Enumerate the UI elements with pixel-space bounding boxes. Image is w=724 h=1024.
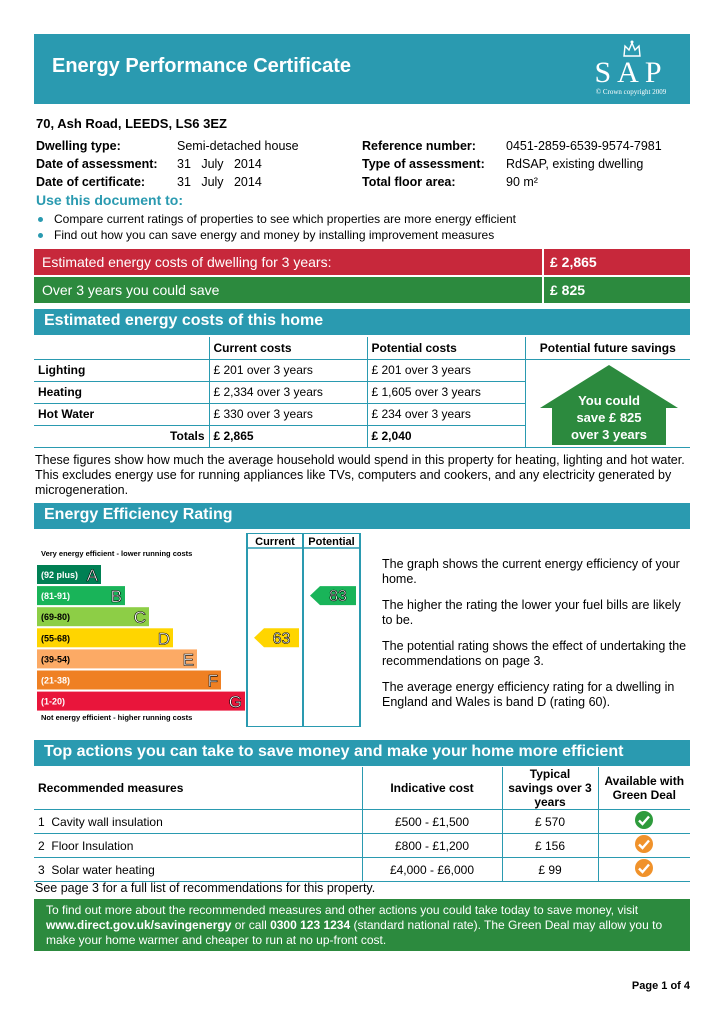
measure-cell [34, 858, 362, 882]
sap-logo-text: SAP [594, 56, 668, 89]
row-label: Heating [38, 385, 83, 399]
could-save-bar [34, 277, 690, 303]
potential-column-header: Potential [308, 536, 355, 548]
totals-label: Totals [170, 429, 205, 443]
measure-number: 2 [38, 838, 45, 853]
totals-potential: £ 2,040 [367, 425, 525, 447]
savings-cell: £ 156 [502, 834, 598, 858]
certificate-date-label: Date of certificate: [36, 175, 146, 189]
recommendations-table [34, 767, 690, 882]
current-column-header: Current [255, 536, 295, 548]
row-current: £ 201 over 3 years [209, 359, 367, 381]
savings-cell: £ 99 [502, 858, 598, 882]
savings-header: Typical savings over 3 years [502, 767, 598, 810]
row-label: Hot Water [38, 407, 95, 421]
check-green-icon [634, 810, 654, 830]
band-letter: D [157, 629, 170, 649]
info-box [34, 899, 690, 951]
green-deal-cell [598, 858, 690, 882]
measure-name: Floor Insulation [51, 838, 134, 853]
green-deal-header: Available with Green Deal [598, 767, 690, 810]
row-current: £ 330 over 3 years [209, 403, 367, 425]
assessment-date-value: 31 July 2014 [177, 157, 262, 171]
page-title: Energy Performance Certificate [52, 55, 352, 77]
potential-costs-header: Potential costs [367, 337, 525, 359]
details-left-labels [36, 137, 158, 191]
savings-arrow-text [550, 392, 668, 443]
divider [542, 249, 544, 275]
efficiency-description [382, 557, 688, 721]
actions-section-title: Top actions you can take to save money and make your home more efficient [44, 743, 624, 760]
use-document-heading: Use this document to: [36, 192, 184, 208]
band-range-label: (81-91) [41, 591, 71, 602]
cost-header: Indicative cost [362, 767, 502, 810]
dwelling-type-value: Semi-detached house [177, 139, 299, 153]
table-row [34, 810, 690, 834]
estimated-costs-label: Estimated energy costs of dwelling for 3 years: [42, 254, 332, 270]
efficiency-text: The higher the rating the lower your fuel bills are likely to be. [382, 598, 681, 627]
details-right-values [506, 137, 662, 191]
assessment-type-value: RdSAP, existing dwelling [506, 157, 644, 171]
row-potential: £ 234 over 3 years [367, 403, 525, 425]
band-letter: A [86, 566, 98, 585]
page-number: Page 1 of 4 [631, 980, 690, 992]
bottom-band-label: Not energy efficient - higher running costs [41, 713, 193, 722]
estimated-costs-bar [34, 249, 690, 275]
savings-cell: £ 570 [502, 810, 598, 834]
info-url-link[interactable]: www.direct.gov.uk/savingenergy [46, 918, 232, 932]
band-letter: G [228, 692, 242, 712]
info-text: To find out more about the recommended measures and other actions you could take today to save money, visit [46, 903, 639, 917]
info-phone: 0300 123 1234 [270, 918, 351, 932]
measure-number: 1 [38, 814, 45, 829]
estimated-costs-value: £ 2,865 [550, 254, 597, 270]
could-save-value: £ 825 [550, 282, 586, 298]
potential-rating-value: 83 [329, 588, 347, 606]
assessment-date-label: Date of assessment: [36, 157, 158, 171]
could-save-label: Over 3 years you could save [42, 282, 220, 298]
measure-number: 3 [38, 862, 45, 877]
savings-arrow [540, 365, 678, 445]
measures-header: Recommended measures [38, 781, 184, 795]
current-costs-header: Current costs [209, 337, 367, 359]
costs-header-blank [34, 337, 209, 359]
band-range-label: (55-68) [41, 633, 71, 644]
details-left-values [177, 137, 299, 191]
details-right-labels [362, 137, 485, 191]
green-deal-cell [598, 834, 690, 858]
costs-section-header [34, 309, 690, 335]
band-range-label: (1-20) [41, 696, 66, 707]
cost-cell: £500 - £1,500 [362, 810, 502, 834]
green-deal-cell [598, 810, 690, 834]
property-address: 70, Ash Road, LEEDS, LS6 3EZ [36, 116, 227, 131]
check-orange-icon [634, 834, 654, 854]
band-range-label: (21-38) [41, 675, 71, 686]
top-band-label: Very energy efficient - lower running costs [41, 549, 193, 558]
band-range-label: (92 plus) [41, 570, 79, 580]
efficiency-text: The average energy efficiency rating for a dwelling in England and Wales is band D (rating 60). [382, 680, 675, 709]
actions-section-header [34, 740, 690, 766]
measure-name: Solar water heating [51, 862, 155, 877]
info-text: or call [231, 918, 271, 932]
band-letter: B [110, 587, 122, 607]
dwelling-type-label: Dwelling type: [36, 139, 121, 153]
use-document-list [38, 211, 516, 243]
floor-area-value: 90 m² [506, 175, 538, 189]
reference-number-label: Reference number: [362, 139, 476, 153]
band-range-label: (69-80) [41, 612, 71, 623]
efficiency-text: The potential rating shows the effect of undertaking the recommendations on page 3. [382, 639, 687, 668]
savings-line: save £ 825 [576, 410, 642, 425]
current-rating-value: 63 [272, 630, 291, 648]
reference-number-value: 0451-2859-6539-9574-7981 [506, 139, 662, 153]
cost-cell: £4,000 - £6,000 [362, 858, 502, 882]
efficiency-section-title: Energy Efficiency Rating [44, 506, 233, 523]
cost-cell: £800 - £1,200 [362, 834, 502, 858]
efficiency-text: The graph shows the current energy efficiency of your home. [382, 557, 680, 586]
row-potential: £ 1,605 over 3 years [367, 381, 525, 403]
measure-cell [34, 810, 362, 834]
band-letter: E [182, 650, 194, 670]
divider [542, 277, 544, 303]
list-item: Find out how you can save energy and money by installing improvement measures [38, 227, 516, 243]
table-row [34, 858, 690, 882]
sap-logo [586, 40, 676, 100]
assessment-type-label: Type of assessment: [362, 157, 485, 171]
table-row [34, 834, 690, 858]
savings-line: You could [578, 393, 640, 408]
future-savings-header: Potential future savings [525, 337, 690, 359]
costs-note: These figures show how much the average household would spend in this property for heating, lighting and hot water. This excludes energy use for running appliances like TVs, computers and cookers, and any electricity generated by microgeneration. [35, 453, 685, 497]
check-orange-icon [634, 858, 654, 878]
floor-area-label: Total floor area: [362, 175, 456, 189]
measure-name: Cavity wall insulation [51, 814, 163, 829]
certificate-date-value: 31 July 2014 [177, 175, 262, 189]
efficiency-section-header [34, 503, 690, 529]
info-text: (standard national rate). The Green Deal may allow you to make your home warmer and cheaper to run at no up-front cost. [46, 918, 663, 947]
row-potential: £ 201 over 3 years [367, 359, 525, 381]
band-letter: C [133, 608, 146, 628]
see-page-note: See page 3 for a full list of recommendations for this property. [35, 881, 376, 895]
row-current: £ 2,334 over 3 years [209, 381, 367, 403]
row-label: Lighting [38, 363, 86, 377]
savings-line: over 3 years [571, 427, 647, 442]
band-range-label: (39-54) [41, 654, 71, 665]
copyright-text: © Crown copyright 2009 [595, 88, 667, 96]
measure-cell [34, 834, 362, 858]
totals-current: £ 2,865 [209, 425, 367, 447]
list-item: Compare current ratings of properties to see which properties are more energy efficient [38, 211, 516, 227]
efficiency-rating-chart [34, 533, 368, 727]
page-header [34, 34, 690, 104]
band-letter: F [207, 671, 218, 691]
rating-band-g [37, 692, 245, 711]
costs-section-title: Estimated energy costs of this home [44, 312, 324, 329]
